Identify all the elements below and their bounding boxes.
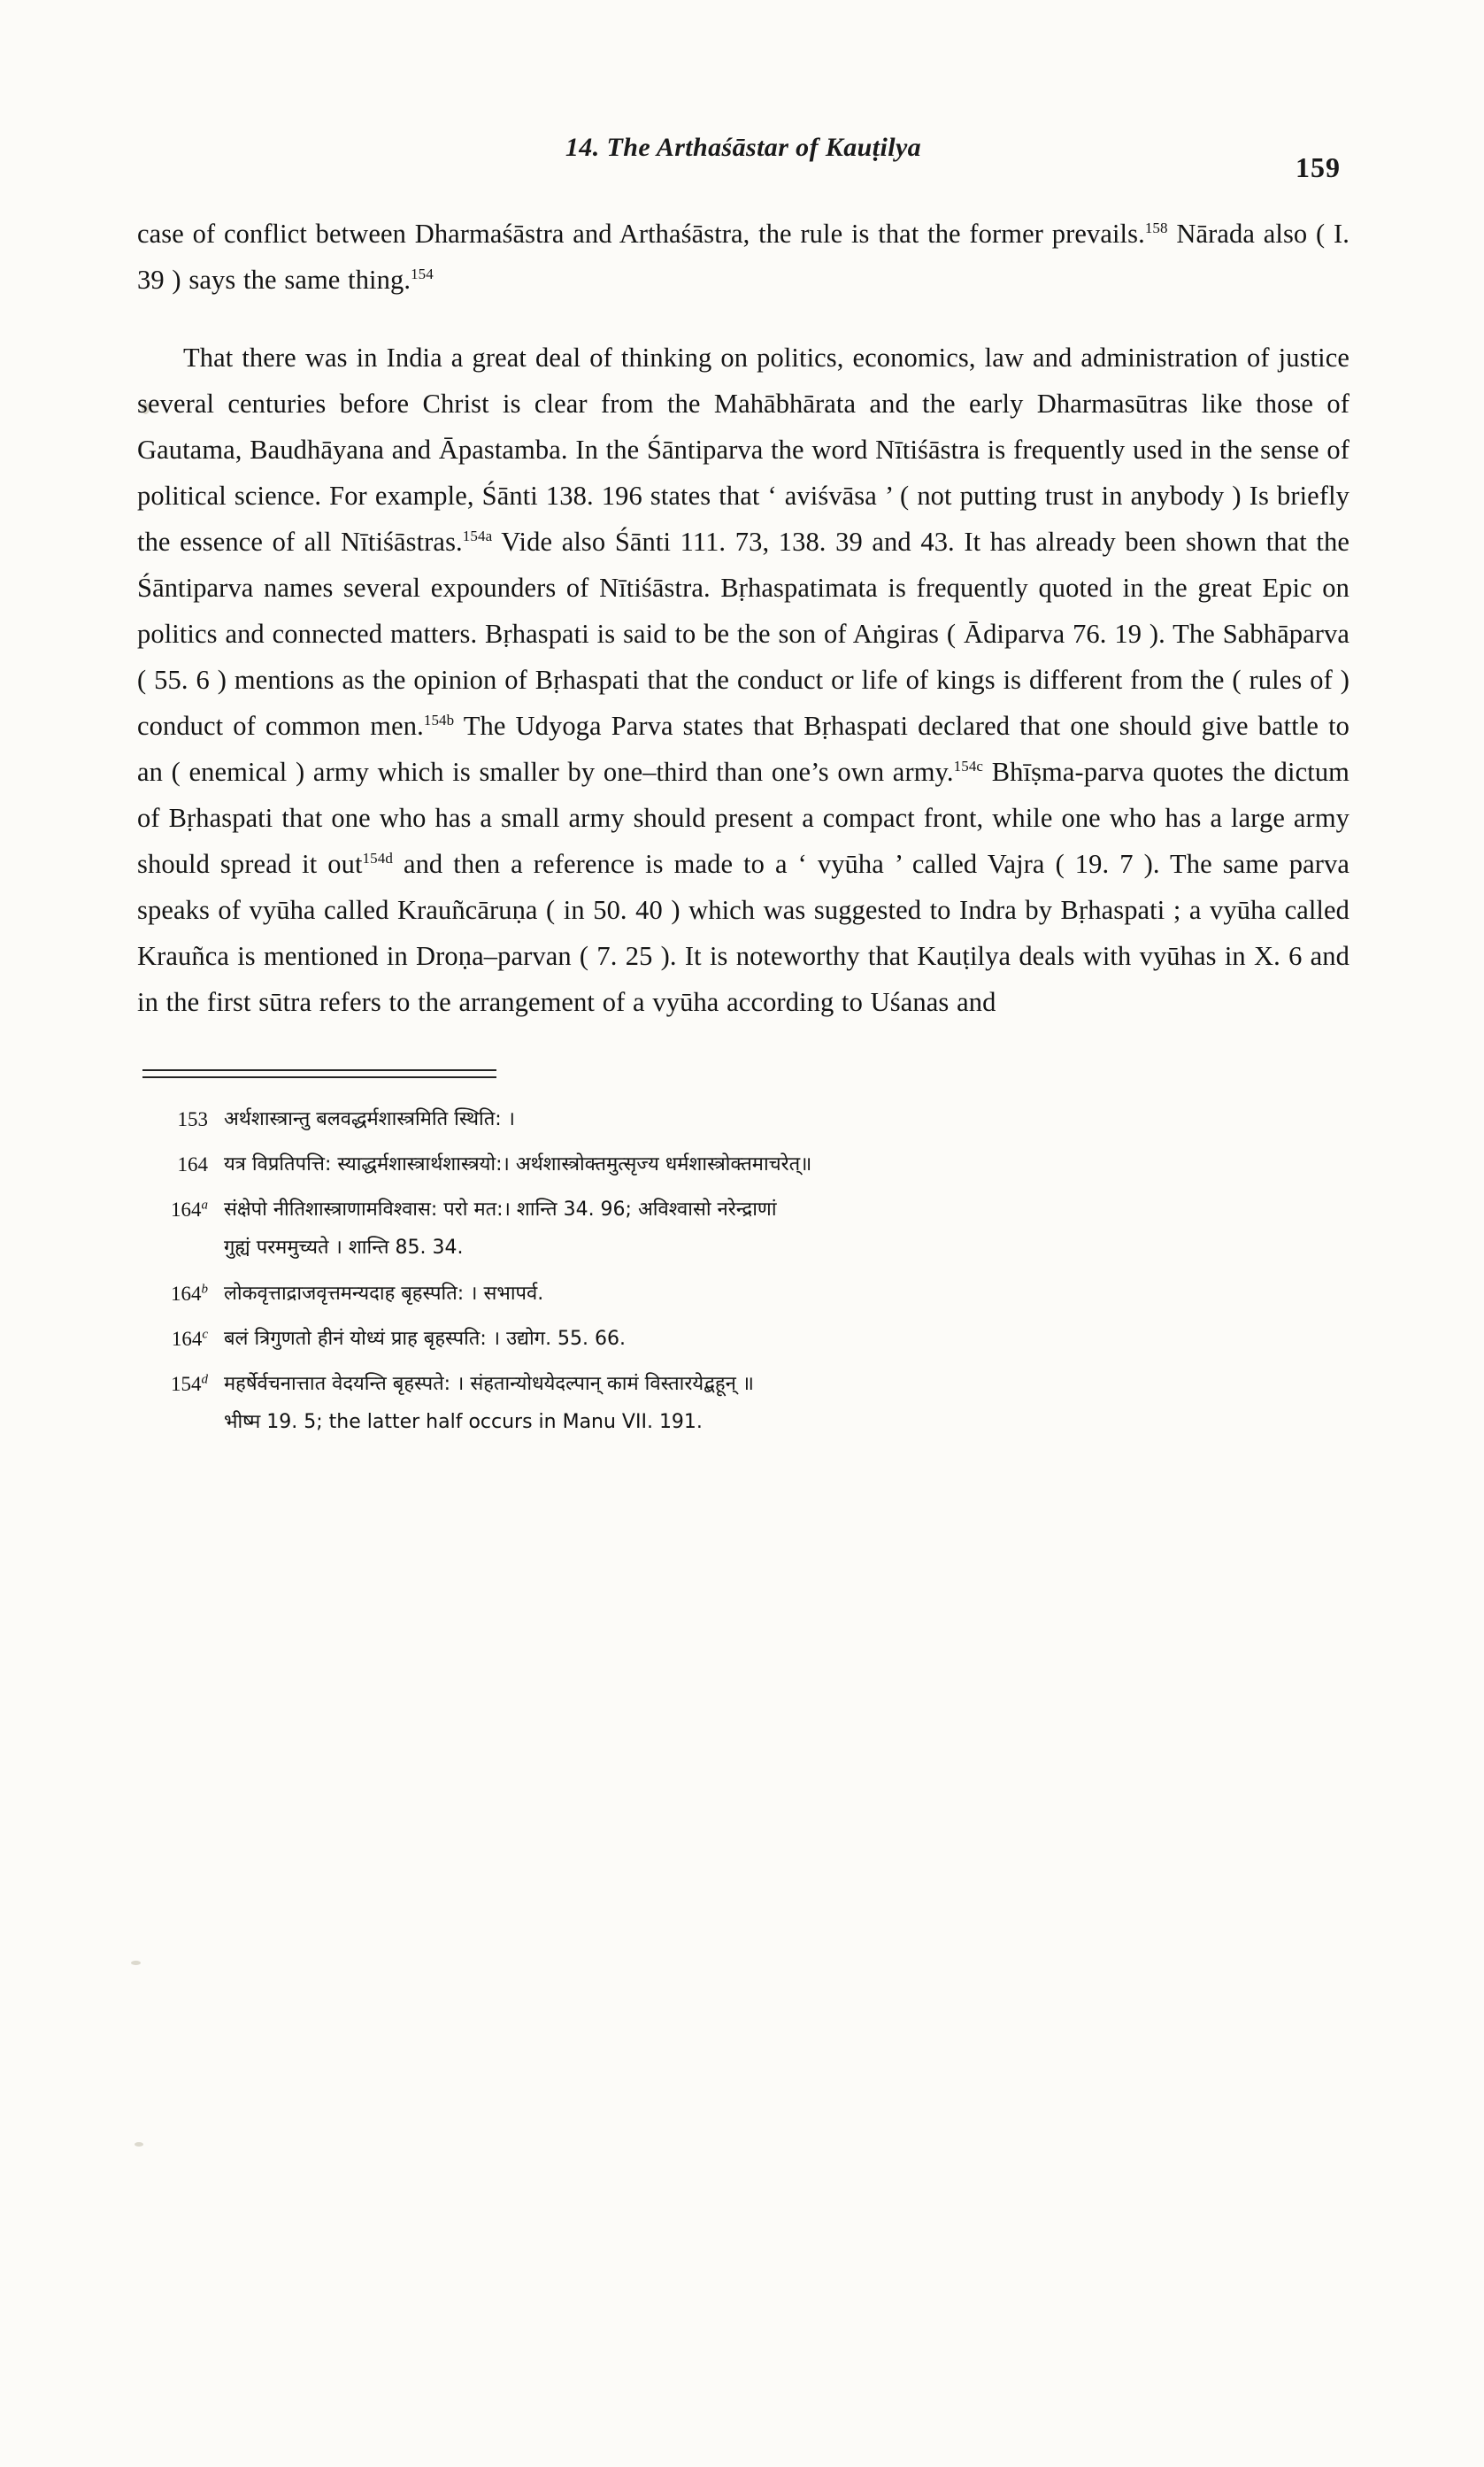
footnote-ref-154b: 154b	[423, 711, 455, 729]
footnote-number	[146, 1368, 224, 1401]
footnote-item	[146, 1103, 1349, 1137]
footnote-item	[146, 1148, 1349, 1182]
paragraph-2-text-part-2: Vide also Śānti 111. 73, 138. 39 and 43. It has already been shown that the Śāntiparva names several expounders of Nītiśāstra. Bṛhaspatimata is frequently quoted in the great Epic on politics and connected matters. Bṛhaspati is said to be the son of Aṅgiras ( Ādiparva 76. 19 ). The Sabhāparva ( 55. 6 ) mentions as the opinion of Bṛhaspati that the conduct or life of kings is different from the ( rules of ) conduct of common men.	[137, 527, 1349, 741]
footnote-number-suffix: d	[201, 1372, 208, 1387]
footnote-text: अर्थशास्त्रान्तु बलवद्धर्मशास्त्रमिति स्थिति: ।	[224, 1108, 515, 1130]
footnote-ref-154a: 154a	[462, 527, 493, 544]
paragraph-1	[137, 211, 1349, 303]
footnote-number-base: 164	[171, 1283, 202, 1305]
footnote-text: बलं त्रिगुणतो हीनं योध्यं प्राह बृहस्पति: । उद्योग. 55. 66.	[224, 1328, 627, 1350]
footnote-ref-154: 154	[411, 265, 434, 282]
scan-speck	[135, 2142, 143, 2147]
footnote-number-suffix: a	[201, 1198, 208, 1213]
footnote-text: लोकवृत्ताद्राजवृत्तमन्यदाह बृहस्पति: । सभापर्व.	[224, 1283, 544, 1305]
footnote-number-suffix: b	[201, 1282, 208, 1297]
footnote-ref-158: 158	[1144, 219, 1168, 236]
footnote-ref-154d: 154d	[362, 849, 393, 867]
paragraph-1-text-part-1: case of conflict between Dharmaśāstra and Arthaśāstra, the rule is that the former prevails.	[137, 219, 1145, 249]
footnote-number	[146, 1277, 224, 1311]
scan-speck	[131, 1961, 141, 1965]
paragraph-2-text-part-1: That there was in India a great deal of thinking on politics, economics, law and administration of justice several centuries before Christ is clear from the Mahābhārata and the early Dharmasūtras like those of Gautama, Baudhāyana and Āpastamba. In the Śāntiparva the word Nītiśāstra is frequently used in the sense of political science. For example, Śānti 138. 196 states that ‘ aviśvāsa ’ ( not putting trust in anybody ) Is briefly the essence of all Nītiśāstras.	[137, 343, 1349, 557]
paragraph-2	[137, 335, 1349, 1025]
footnote-ref-154c: 154c	[953, 757, 984, 775]
footnote-item	[146, 1277, 1349, 1311]
footnote-separator-rule	[142, 1069, 496, 1078]
footnote-number-base: 164	[171, 1199, 202, 1221]
page-number: 159	[1296, 151, 1341, 183]
footnote-number-base: 164	[171, 1328, 203, 1350]
page-content	[137, 133, 1349, 1452]
footnote-text: यत्र विप्रतिपत्ति: स्याद्धर्मशास्त्रार्थशास्त्रयो:। अर्थशास्त्रोक्तमुत्सृज्य धर्मशास्त्रोक्तमाचरेत्॥	[224, 1153, 812, 1176]
footnote-item	[146, 1322, 1349, 1356]
paragraph-2-text-part-3: The Udyoga Parva states that Bṛhaspati declared that one should give battle to an ( enemical ) army which is smaller by one–third than one’s own army.	[137, 711, 1349, 787]
footnote-number: 164	[177, 1153, 208, 1176]
footnote-number	[146, 1322, 224, 1356]
footnote-text: महर्षेर्वचनात्तात वेदयन्ति बृहस्पते: । संहतान्योधयेदल्पान् कामं विस्तारयेद्बहून् ॥	[224, 1373, 754, 1395]
footnote-item	[146, 1368, 1349, 1401]
footnote-number	[146, 1193, 224, 1227]
paragraph-2-text-part-5: and then a reference is made to a ‘ vyūha ’ called Vajra ( 19. 7 ). The same parva speaks of vyūha called Krauñcāruṇa ( in 50. 40 ) which was suggested to Indra by Bṛhaspati ; a vyūha called Krauñca is mentioned in Droṇa–parvan ( 7. 25 ). It is noteworthy that Kauṭilya deals with vyūhas in X. 6 and in the first sūtra refers to the arrangement of a vyūha according to Uśanas and	[137, 849, 1349, 1017]
footnote-number-base: 154	[171, 1373, 202, 1395]
page-header	[137, 133, 1349, 186]
footnote-text-continuation: भीष्म 19. 5; the latter half occurs in Manu VII. 191.	[224, 1411, 703, 1433]
footnote-list	[137, 1103, 1349, 1439]
footnote-item	[146, 1193, 1349, 1227]
paragraph-1-text-part-2: Nārada also ( I. 39 ) says the same thing.	[137, 219, 1349, 295]
footnote-text-continuation: गुह्यं परममुच्यते । शान्ति 85. 34.	[224, 1237, 464, 1259]
footnote-text: संक्षेपो नीतिशास्त्राणामविश्वास: परो मत:। शान्ति 34. 96; अविश्वासो नरेन्द्राणां	[224, 1199, 777, 1221]
running-title: 14. The Arthaśāstar of Kauṭilya	[565, 133, 922, 162]
footnote-number-suffix: c	[202, 1327, 208, 1342]
footnote-number: 153	[177, 1108, 208, 1130]
paragraph-2-text-part-4: Bhīṣma-parva quotes the dictum of Bṛhaspati that one who has a small army should present a compact front, while one who has a large army should spread it out	[137, 757, 1349, 879]
